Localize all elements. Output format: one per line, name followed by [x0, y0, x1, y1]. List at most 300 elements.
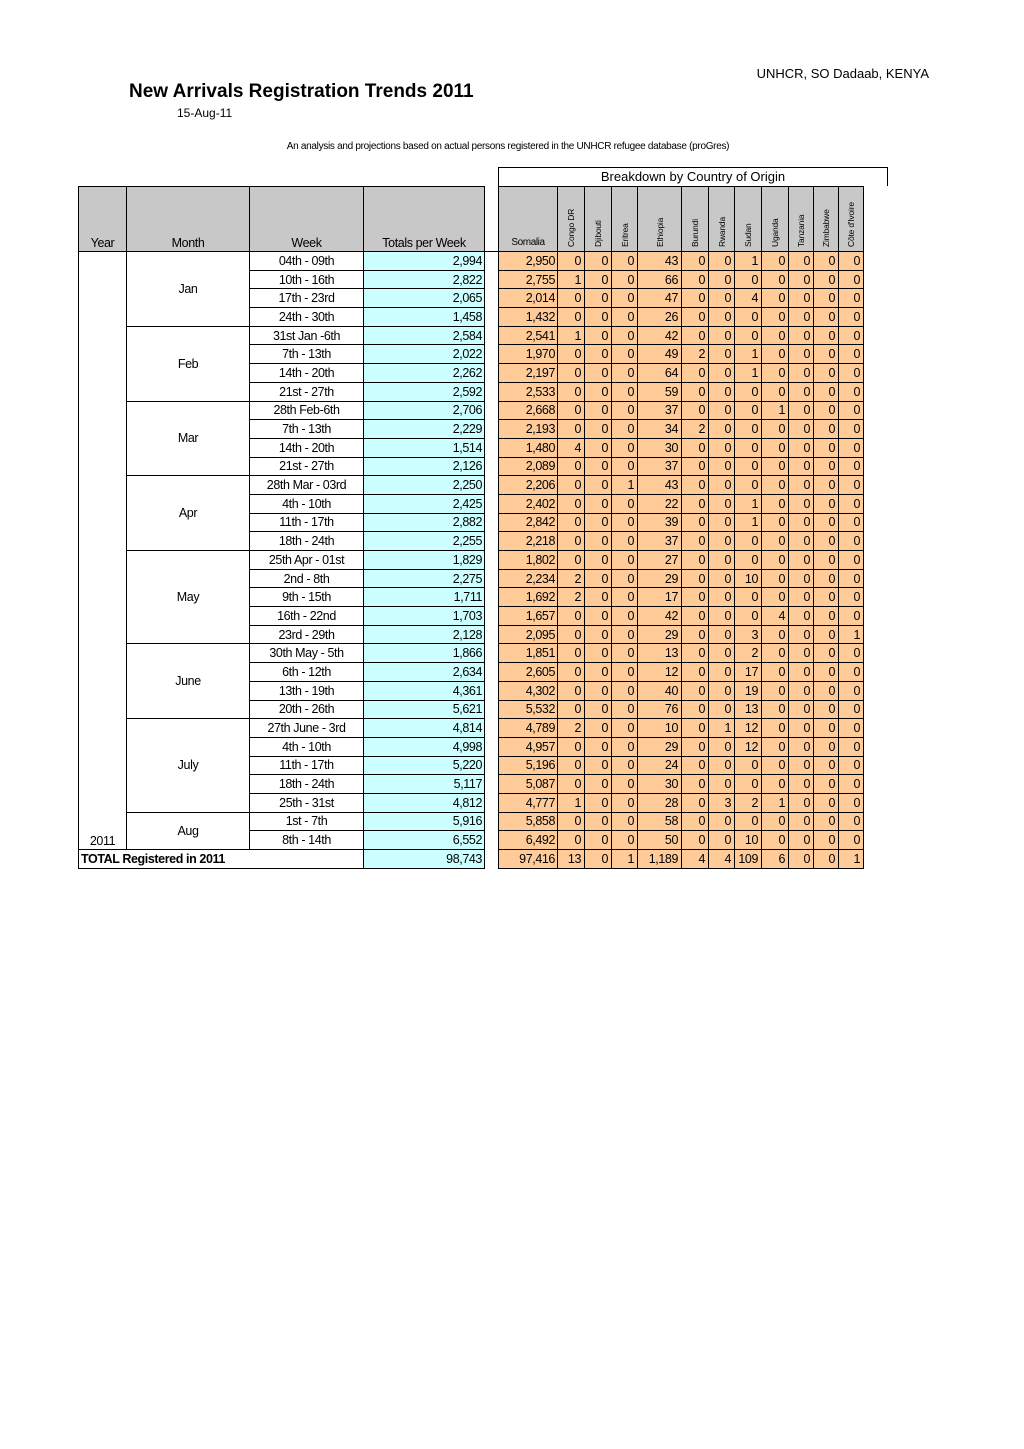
country-total-cell: 6: [762, 850, 789, 869]
country-count-cell: 0: [839, 756, 864, 775]
gap-cell: [485, 681, 499, 700]
country-count-cell: 0: [585, 326, 612, 345]
country-count-cell: 0: [682, 494, 709, 513]
country-count-cell: 0: [612, 756, 638, 775]
country-count-cell: 0: [814, 737, 839, 756]
country-count-cell: 0: [814, 812, 839, 831]
country-count-cell: 0: [558, 737, 585, 756]
week-total-cell: 2,822: [364, 270, 485, 289]
country-count-cell: 0: [612, 812, 638, 831]
country-count-cell: 17: [638, 588, 682, 607]
month-cell: May: [127, 551, 250, 644]
country-count-cell: 0: [709, 812, 735, 831]
country-count-cell: 0: [762, 345, 789, 364]
country-count-cell: 0: [612, 420, 638, 439]
country-count-cell: 37: [638, 401, 682, 420]
country-count-cell: 0: [762, 382, 789, 401]
country-count-cell: 2: [735, 644, 762, 663]
country-count-cell: 0: [735, 420, 762, 439]
somalia-cell: 5,532: [499, 700, 558, 719]
country-count-cell: 0: [839, 364, 864, 383]
country-count-cell: 0: [789, 812, 814, 831]
country-count-cell: 0: [839, 494, 864, 513]
month-cell: Jan: [127, 252, 250, 327]
somalia-cell: 2,014: [499, 289, 558, 308]
country-count-cell: 0: [735, 532, 762, 551]
country-count-cell: 0: [682, 607, 709, 626]
country-count-cell: 0: [682, 513, 709, 532]
country-total-cell: 4: [709, 850, 735, 869]
country-count-cell: 0: [558, 625, 585, 644]
country-count-cell: 0: [558, 831, 585, 850]
week-cell: 30th May - 5th: [250, 644, 364, 663]
week-total-cell: 2,065: [364, 289, 485, 308]
country-count-cell: 0: [612, 569, 638, 588]
country-count-cell: 0: [789, 737, 814, 756]
country-count-cell: 0: [709, 438, 735, 457]
week-cell: 18th - 24th: [250, 532, 364, 551]
country-count-cell: 0: [585, 382, 612, 401]
country-count-cell: 0: [839, 476, 864, 495]
country-header: [789, 187, 814, 252]
week-total-cell: 1,711: [364, 588, 485, 607]
country-count-cell: 3: [709, 793, 735, 812]
country-count-cell: 0: [814, 476, 839, 495]
country-count-cell: 0: [839, 270, 864, 289]
week-total-cell: 2,634: [364, 663, 485, 682]
organization-label: UNHCR, SO Dadaab, KENYA: [756, 66, 929, 81]
country-count-cell: 0: [585, 719, 612, 738]
gap-cell: [485, 532, 499, 551]
country-count-cell: 1: [735, 345, 762, 364]
country-count-cell: 0: [789, 289, 814, 308]
gap-cell: [485, 812, 499, 831]
country-count-cell: 0: [762, 644, 789, 663]
breakdown-header: Breakdown by Country of Origin: [498, 167, 888, 186]
country-header: [612, 187, 638, 252]
country-count-cell: 12: [638, 663, 682, 682]
country-count-cell: 0: [612, 382, 638, 401]
country-count-cell: 26: [638, 308, 682, 327]
country-count-cell: 0: [762, 326, 789, 345]
country-count-cell: 0: [789, 663, 814, 682]
country-count-cell: 0: [789, 364, 814, 383]
week-cell: 25th - 31st: [250, 793, 364, 812]
country-count-cell: 0: [735, 607, 762, 626]
country-count-cell: 0: [682, 438, 709, 457]
country-count-cell: 0: [735, 551, 762, 570]
country-label: Burundi: [690, 219, 700, 247]
country-label: Djibouti: [593, 220, 603, 247]
country-count-cell: 0: [762, 476, 789, 495]
country-count-cell: 0: [735, 812, 762, 831]
gap-cell: [485, 775, 499, 794]
country-count-cell: 13: [735, 700, 762, 719]
gap-cell: [485, 663, 499, 682]
somalia-cell: 2,950: [499, 252, 558, 271]
gap-cell: [485, 831, 499, 850]
country-count-cell: 0: [585, 607, 612, 626]
country-count-cell: 27: [638, 551, 682, 570]
week-cell: 2nd - 8th: [250, 569, 364, 588]
country-count-cell: 0: [585, 625, 612, 644]
somalia-cell: 2,206: [499, 476, 558, 495]
country-total-cell: 0: [814, 850, 839, 869]
country-count-cell: 0: [814, 345, 839, 364]
country-count-cell: 4: [735, 289, 762, 308]
somalia-cell: 2,234: [499, 569, 558, 588]
country-count-cell: 30: [638, 775, 682, 794]
country-count-cell: 0: [612, 625, 638, 644]
country-count-cell: 10: [735, 831, 762, 850]
somalia-cell: 2,095: [499, 625, 558, 644]
week-total-cell: 2,022: [364, 345, 485, 364]
table-row: [79, 644, 864, 663]
country-count-cell: 29: [638, 625, 682, 644]
gap-cell: [485, 756, 499, 775]
country-count-cell: 0: [789, 588, 814, 607]
country-label: Ethiopia: [654, 217, 665, 247]
country-count-cell: 0: [585, 775, 612, 794]
country-count-cell: 0: [839, 438, 864, 457]
country-count-cell: 0: [682, 681, 709, 700]
gap-cell: [485, 850, 499, 869]
country-header: [682, 187, 709, 252]
country-count-cell: 0: [585, 289, 612, 308]
week-total-cell: 2,128: [364, 625, 485, 644]
week-total-cell: 6,552: [364, 831, 485, 850]
gap-cell: [485, 345, 499, 364]
somalia-cell: 1,851: [499, 644, 558, 663]
gap-cell: [485, 793, 499, 812]
country-count-cell: 0: [585, 252, 612, 271]
country-count-cell: 0: [585, 457, 612, 476]
country-count-cell: 0: [789, 382, 814, 401]
gap-cell: [485, 588, 499, 607]
country-count-cell: 0: [789, 831, 814, 850]
country-count-cell: 0: [839, 420, 864, 439]
country-count-cell: 0: [839, 326, 864, 345]
country-count-cell: 0: [709, 308, 735, 327]
year-cell: 2011: [79, 252, 127, 850]
somalia-cell: 1,432: [499, 308, 558, 327]
week-total-cell: 2,255: [364, 532, 485, 551]
country-count-cell: 0: [762, 700, 789, 719]
country-count-cell: 0: [762, 569, 789, 588]
country-count-cell: 0: [682, 756, 709, 775]
country-count-cell: 0: [585, 345, 612, 364]
country-count-cell: 0: [585, 663, 612, 682]
country-count-cell: 49: [638, 345, 682, 364]
somalia-cell: 4,789: [499, 719, 558, 738]
country-count-cell: 0: [709, 252, 735, 271]
week-total-cell: 4,814: [364, 719, 485, 738]
week-cell: 28th Feb-6th: [250, 401, 364, 420]
country-count-cell: 1: [762, 401, 789, 420]
country-count-cell: 0: [558, 382, 585, 401]
country-count-cell: 0: [762, 551, 789, 570]
country-count-cell: 0: [682, 775, 709, 794]
country-count-cell: 0: [814, 420, 839, 439]
country-count-cell: 0: [682, 644, 709, 663]
country-count-cell: 0: [585, 364, 612, 383]
country-count-cell: 0: [762, 308, 789, 327]
country-count-cell: 0: [558, 289, 585, 308]
country-count-cell: 0: [789, 756, 814, 775]
country-count-cell: 0: [709, 289, 735, 308]
country-count-cell: 0: [612, 831, 638, 850]
country-header: [558, 187, 585, 252]
country-count-cell: 0: [789, 607, 814, 626]
gap-cell: [485, 551, 499, 570]
country-count-cell: 0: [585, 476, 612, 495]
country-count-cell: 0: [839, 831, 864, 850]
somalia-total-cell: 97,416: [499, 850, 558, 869]
country-count-cell: 0: [814, 719, 839, 738]
country-count-cell: 0: [839, 812, 864, 831]
country-count-cell: 0: [839, 382, 864, 401]
week-cell: 31st Jan -6th: [250, 326, 364, 345]
country-count-cell: 0: [709, 476, 735, 495]
country-count-cell: 29: [638, 737, 682, 756]
country-count-cell: 0: [735, 476, 762, 495]
country-count-cell: 0: [682, 831, 709, 850]
country-count-cell: 28: [638, 793, 682, 812]
country-count-cell: 0: [789, 438, 814, 457]
country-count-cell: 0: [839, 308, 864, 327]
country-count-cell: 0: [709, 457, 735, 476]
country-count-cell: 0: [814, 681, 839, 700]
country-label: Côte d'Ivoire: [846, 202, 856, 247]
country-count-cell: 0: [558, 681, 585, 700]
country-count-cell: 0: [612, 494, 638, 513]
country-count-cell: 0: [709, 644, 735, 663]
country-count-cell: 0: [585, 700, 612, 719]
country-count-cell: 0: [762, 438, 789, 457]
country-count-cell: 0: [762, 364, 789, 383]
country-count-cell: 10: [735, 569, 762, 588]
country-count-cell: 0: [814, 644, 839, 663]
somalia-cell: 1,970: [499, 345, 558, 364]
week-total-cell: 2,250: [364, 476, 485, 495]
somalia-cell: 2,755: [499, 270, 558, 289]
country-count-cell: 2: [735, 793, 762, 812]
somalia-cell: 2,193: [499, 420, 558, 439]
table-row: [79, 252, 864, 271]
country-count-cell: 0: [709, 607, 735, 626]
country-count-cell: 40: [638, 681, 682, 700]
week-cell: 11th - 17th: [250, 756, 364, 775]
gap-cell: [485, 457, 499, 476]
country-count-cell: 0: [585, 569, 612, 588]
country-count-cell: 39: [638, 513, 682, 532]
country-count-cell: 0: [814, 308, 839, 327]
country-count-cell: 0: [558, 308, 585, 327]
country-count-cell: 0: [839, 644, 864, 663]
country-count-cell: 0: [709, 532, 735, 551]
somalia-cell: 4,302: [499, 681, 558, 700]
country-count-cell: 0: [682, 700, 709, 719]
country-count-cell: 0: [789, 681, 814, 700]
country-count-cell: 0: [709, 700, 735, 719]
country-count-cell: 0: [762, 270, 789, 289]
country-count-cell: 0: [709, 494, 735, 513]
country-total-cell: 0: [585, 850, 612, 869]
country-count-cell: 0: [682, 308, 709, 327]
country-count-cell: 0: [789, 270, 814, 289]
country-header: [735, 187, 762, 252]
gap-cell: [485, 607, 499, 626]
gap-cell: [485, 719, 499, 738]
country-count-cell: 4: [558, 438, 585, 457]
page-title: New Arrivals Registration Trends 2011: [129, 81, 474, 102]
month-cell: July: [127, 719, 250, 812]
week-cell: 9th - 15th: [250, 588, 364, 607]
week-cell: 20th - 26th: [250, 700, 364, 719]
country-count-cell: 0: [585, 438, 612, 457]
report-date: 15-Aug-11: [177, 106, 233, 120]
country-total-cell: 109: [735, 850, 762, 869]
week-total-cell: 2,275: [364, 569, 485, 588]
week-total-cell: 5,916: [364, 812, 485, 831]
gap-cell: [485, 308, 499, 327]
somalia-cell: 4,777: [499, 793, 558, 812]
country-count-cell: 47: [638, 289, 682, 308]
gap-cell: [485, 270, 499, 289]
country-count-cell: 1: [735, 252, 762, 271]
country-count-cell: 0: [682, 476, 709, 495]
country-count-cell: 22: [638, 494, 682, 513]
country-count-cell: 0: [762, 737, 789, 756]
country-count-cell: 0: [682, 663, 709, 682]
week-cell: 1st - 7th: [250, 812, 364, 831]
country-count-cell: 0: [709, 345, 735, 364]
week-cell: 27th June - 3rd: [250, 719, 364, 738]
country-count-cell: 0: [585, 532, 612, 551]
somalia-cell: 1,657: [499, 607, 558, 626]
country-count-cell: 12: [735, 719, 762, 738]
country-count-cell: 0: [558, 513, 585, 532]
country-count-cell: 0: [814, 252, 839, 271]
country-count-cell: 0: [682, 326, 709, 345]
week-total-cell: 2,425: [364, 494, 485, 513]
country-count-cell: 0: [789, 326, 814, 345]
gap-cell: [485, 737, 499, 756]
country-count-cell: 0: [839, 663, 864, 682]
week-total-cell: 2,229: [364, 420, 485, 439]
gap-cell: [485, 382, 499, 401]
country-count-cell: 2: [558, 719, 585, 738]
country-count-cell: 0: [682, 588, 709, 607]
country-count-cell: 0: [585, 513, 612, 532]
country-label: Uganda: [770, 218, 780, 247]
country-count-cell: 76: [638, 700, 682, 719]
country-count-cell: 0: [762, 532, 789, 551]
country-count-cell: 0: [682, 812, 709, 831]
week-cell: 25th Apr - 01st: [250, 551, 364, 570]
country-count-cell: 0: [789, 551, 814, 570]
country-count-cell: 0: [762, 625, 789, 644]
country-count-cell: 1: [735, 364, 762, 383]
country-count-cell: 0: [789, 476, 814, 495]
country-count-cell: 0: [839, 719, 864, 738]
country-header: [709, 187, 735, 252]
week-total-cell: 5,621: [364, 700, 485, 719]
week-total-cell: 5,220: [364, 756, 485, 775]
country-count-cell: 0: [682, 532, 709, 551]
country-count-cell: 0: [814, 382, 839, 401]
somalia-cell: 5,196: [499, 756, 558, 775]
country-count-cell: 0: [558, 494, 585, 513]
country-count-cell: 0: [839, 588, 864, 607]
country-count-cell: 0: [558, 775, 585, 794]
country-count-cell: 4: [762, 607, 789, 626]
country-count-cell: 0: [612, 607, 638, 626]
country-count-cell: 58: [638, 812, 682, 831]
table-row: [79, 326, 864, 345]
gap-cell: [485, 401, 499, 420]
country-count-cell: 0: [682, 289, 709, 308]
somalia-cell: 2,197: [499, 364, 558, 383]
country-count-cell: 0: [735, 382, 762, 401]
country-count-cell: 43: [638, 252, 682, 271]
country-count-cell: 0: [762, 252, 789, 271]
country-count-cell: 0: [682, 382, 709, 401]
country-label: Tanzania: [796, 214, 806, 247]
country-count-cell: 0: [839, 569, 864, 588]
country-count-cell: 0: [814, 551, 839, 570]
country-count-cell: 0: [762, 719, 789, 738]
week-cell: 4th - 10th: [250, 494, 364, 513]
week-total-cell: 2,882: [364, 513, 485, 532]
country-count-cell: 0: [558, 345, 585, 364]
registration-table: [78, 186, 864, 869]
month-header: Month: [127, 187, 250, 252]
country-count-cell: 0: [814, 326, 839, 345]
week-total-cell: 5,117: [364, 775, 485, 794]
country-total-cell: 1: [839, 850, 864, 869]
country-count-cell: 0: [814, 438, 839, 457]
country-count-cell: 0: [814, 289, 839, 308]
country-count-cell: 0: [682, 569, 709, 588]
country-count-cell: 1: [612, 476, 638, 495]
country-count-cell: 0: [612, 364, 638, 383]
country-count-cell: 12: [735, 737, 762, 756]
country-count-cell: 0: [709, 756, 735, 775]
country-count-cell: 1: [839, 625, 864, 644]
country-count-cell: 0: [612, 345, 638, 364]
country-count-cell: 0: [735, 326, 762, 345]
country-count-cell: 0: [735, 457, 762, 476]
country-count-cell: 64: [638, 364, 682, 383]
country-count-cell: 0: [814, 270, 839, 289]
country-count-cell: 0: [709, 551, 735, 570]
country-count-cell: 30: [638, 438, 682, 457]
country-label: Rwanda: [716, 217, 727, 247]
country-count-cell: 0: [789, 625, 814, 644]
country-count-cell: 0: [709, 831, 735, 850]
week-cell: 24th - 30th: [250, 308, 364, 327]
country-total-cell: 1: [612, 850, 638, 869]
somalia-cell: 4,957: [499, 737, 558, 756]
week-cell: 23rd - 29th: [250, 625, 364, 644]
country-count-cell: 1: [558, 793, 585, 812]
somalia-cell: 2,668: [499, 401, 558, 420]
country-count-cell: 0: [612, 401, 638, 420]
country-count-cell: 0: [814, 775, 839, 794]
country-count-cell: 0: [762, 663, 789, 682]
country-count-cell: 0: [735, 775, 762, 794]
